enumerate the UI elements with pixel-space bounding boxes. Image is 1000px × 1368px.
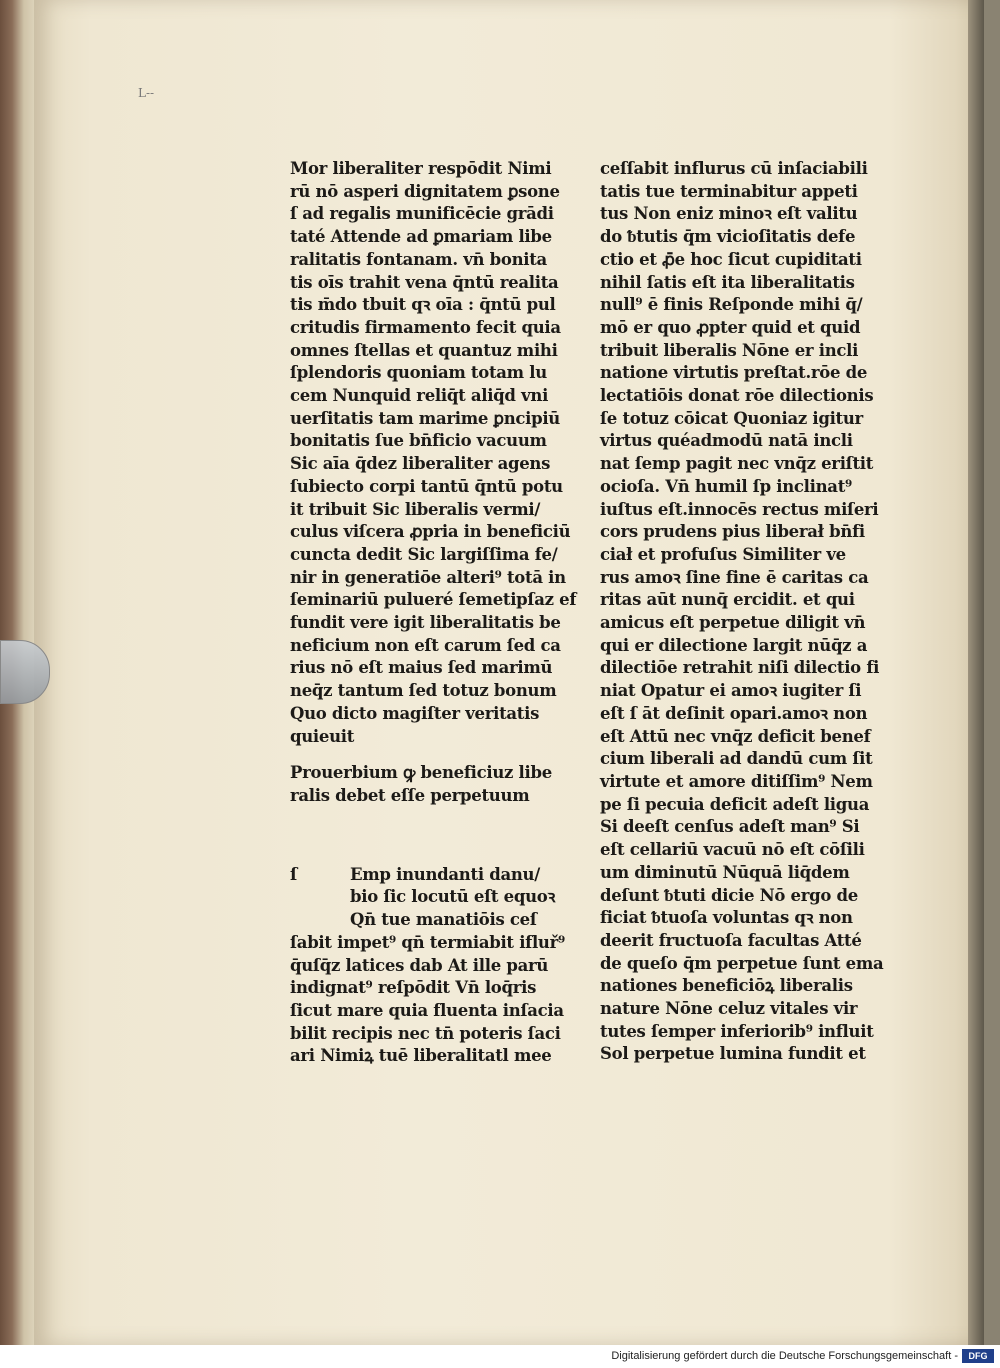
text-line: ſicut mare quia fluenta inſacia [290, 1000, 564, 1020]
text-line: null⁹ ē finis Reſponde mihi q̄/ [600, 295, 863, 315]
text-line: deerit fructuoſa facultas Atté [600, 930, 862, 950]
text-line: neficium non eſt carum ſed ca [290, 635, 561, 655]
text-line: ſ ad regalis munificēcie grādi [290, 204, 554, 224]
indented-lines [290, 864, 580, 932]
text-line: cium liberali ad dandū cum ſit [600, 749, 873, 769]
text-line: ralis debet eſſe perpetuum [290, 785, 530, 805]
text-line: Si deeſt cenſus adeſt man⁹ Si [600, 817, 860, 837]
text-line: pe ſi pecuia deficit adeſt ligua [600, 794, 870, 814]
text-line: ſeminariū pulueré ſemetipſaz ef [290, 590, 577, 610]
text-line: it tribuit Sic liberalis vermi/ [290, 499, 541, 519]
text-line: ciał et profuſus Similiter ve [600, 544, 846, 564]
text-line: neq̄z tantum ſed totuz bonum [290, 681, 557, 701]
chapter-opening [290, 864, 580, 932]
text-line: ocioſa. Vn̄ humil ſp inclinat⁹ [600, 476, 852, 496]
right-column [600, 158, 882, 1066]
footer-text: Digitalisierung gefördert durch die Deutsche Forschungsgemeinschaft - [611, 1350, 958, 1362]
text-line: ralitatis fontanam. vn̄ bonita [290, 249, 547, 269]
text-line: ſubiecto corpi tantū q̄ntū potu [290, 476, 563, 496]
text-line: tutes ſemper inferiorib⁹ influit [600, 1021, 874, 1041]
text-line: taté Attende ad ꝑmariam libe [290, 227, 552, 247]
text-line: Sol perpetue lumina fundit et [600, 1044, 866, 1064]
text-line: ſe totuz cōicat Quoniaz igitur [600, 408, 863, 428]
text-line: Sic aīa q̄dez liberaliter agens [290, 454, 551, 474]
text-line: uerſitatis tam marime ꝑncipiū [290, 408, 561, 428]
text-line: nat ſemp pagit nec vnq̄z eriſtit [600, 454, 874, 474]
text-line: critudis firmamento fecit quia [290, 317, 561, 337]
text-line: virtus quéadmodū natā incli [600, 431, 853, 451]
text-line: eſt ſ āt deſinit opari.amoꝛ non [600, 703, 868, 723]
text-line: ceſſabit influrus cū inſaciabili [600, 159, 868, 178]
digitization-footer [0, 1345, 1000, 1368]
text-line: ritas aūt nunq̄ ercidit. et qui [600, 590, 855, 610]
text-line: Quo dicto magiſter veritatis [290, 703, 540, 723]
text-line: culus viſcera ꝓpria in beneficiū [290, 522, 571, 542]
page-gutter-shadow [968, 0, 984, 1345]
text-line: mō er quo ꝓpter quid et quid [600, 317, 861, 337]
text-line: qui er dilectione largit nūq̄z a [600, 635, 868, 655]
text-line: iuſtus eſt.innocēs rectus miſeri [600, 499, 879, 519]
text-line: cors prudens pius liberał bn̄fi [600, 522, 865, 542]
text-line: eſt Attū nec vnq̄z deficit benef [600, 726, 871, 746]
drop-letter: ſ [290, 864, 298, 885]
dfg-logo: DFG [962, 1349, 994, 1363]
text-line: indignat⁹ reſpōdit Vn̄ loq̄ris [290, 978, 537, 998]
text-line: cem Nunquid reliq̄t aliq̄d vni [290, 386, 549, 406]
text-line: tribuit liberalis Nōne er incli [600, 340, 859, 360]
text-line: Emp inundanti danu/ [350, 864, 540, 884]
text-line: q̄uſq̄z latices dab At ille parū [290, 955, 549, 975]
text-line: tus Non eniz minoꝛ eſt valitu [600, 204, 858, 224]
text-line: ficiat ᵬtuoſa voluntas qꝛ non [600, 908, 853, 928]
text-line: ctio et ꝓ̄e hoc ſicut cupiditati [600, 249, 862, 269]
text-line: de queſo q̄m perpetue ſunt ema [600, 953, 884, 973]
text-line: bonitatis ſue bn̄ficio vacuum [290, 431, 547, 451]
text-line: omnes ſtellas et quantuz mihi [290, 340, 558, 360]
text-line: tatis tue terminabitur appeti [600, 181, 858, 201]
margin-mark: L-- [138, 86, 155, 100]
left-paragraph [290, 158, 580, 748]
text-line: natione virtutis preſtat.rōe de [600, 363, 868, 383]
text-line: bio ſic locutū eſt equoꝛ [350, 887, 556, 907]
text-line: dilectiōe retrahit niſi dilectio fi [600, 658, 880, 678]
closing-lines [290, 932, 580, 1068]
text-line: rius nō eſt maius ſed marimū [290, 658, 553, 678]
text-line: bilit recipis nec tn̄ poteris ſaci [290, 1023, 561, 1043]
text-line: rus amoꝛ ſine fine ē caritas ca [600, 567, 869, 587]
text-line: nature Nōne celuz vitales vir [600, 999, 858, 1019]
text-line: ſplendoris quoniam totam lu [290, 363, 547, 383]
text-line: amicus eſt perpetue diligit vn̄ [600, 613, 866, 633]
text-line: lectatiōis donat rōe dilectionis [600, 386, 874, 406]
text-line: quieuit [290, 726, 355, 746]
right-paragraph [600, 158, 882, 1066]
text-line: eſt cellariū vacuū nō eſt cōſili [600, 840, 865, 860]
chapter-heading [290, 762, 580, 807]
text-line: do ᵬtutis q̄m vicioſitatis defe [600, 227, 856, 247]
text-line: rū nō asperi dignitatem ꝑsone [290, 181, 560, 201]
text-line: um diminutū Nūquā liq̄dem [600, 862, 850, 882]
text-line: cuncta dedit Sic largiſſima fe/ [290, 544, 558, 564]
text-line: ari Nimiꝝ tuē liberalitatl mee [290, 1046, 552, 1066]
text-line: ſabit impet⁹ qn̄ termiabit ifluř⁹ [290, 932, 565, 952]
text-line: tis m̄do tbuit qꝛ oīa : q̄ntū pul [290, 295, 556, 315]
text-line: nationes beneficiōꝝ liberalis [600, 976, 853, 996]
left-column [290, 158, 580, 1068]
text-line: Mor liberaliter respōdit Nimi [290, 159, 552, 178]
text-line: nihil ſatis eſt ita liberalitatis [600, 272, 855, 292]
text-line: Prouerbium ꝙ beneficiuz libe [290, 763, 552, 783]
text-line: tis oīs trahit vena q̄ntū realita [290, 272, 559, 292]
text-line: nir in generatiōe alteri⁹ totā in [290, 567, 566, 587]
text-line: deſunt ᵬtuti dicie Nō ergo de [600, 885, 858, 905]
text-line: fundit vere igit liberalitatis be [290, 613, 561, 633]
text-line: Qn̄ tue manatiōis ceſ [350, 910, 537, 930]
text-line: niat Opatur ei amoꝛ iugiter ſi [600, 681, 862, 701]
text-line: virtute et amore ditiſſim⁹ Nem [600, 771, 873, 791]
